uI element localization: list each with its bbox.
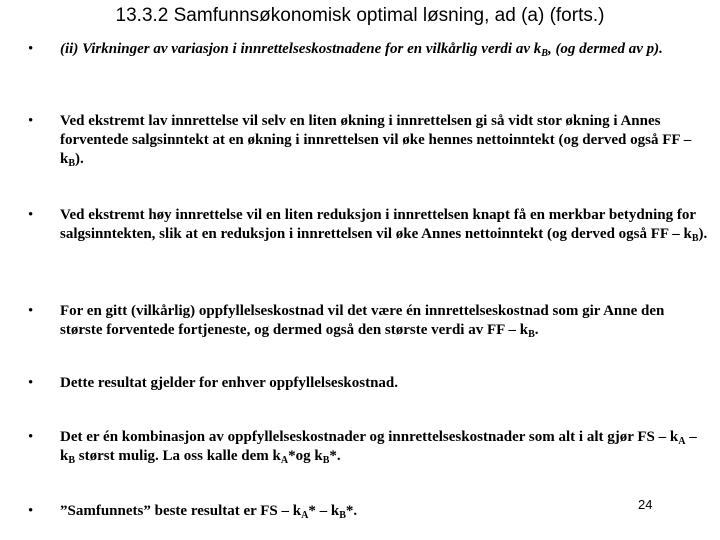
bullet-text: Ved ekstremt høy innrettelse vil en liten reduksjon i innrettelsen knapt få en merkbar betydning for salgsinntekten, slik at en reduksjon i innrettelsen vil øke Annes nettoinntekt (og derved også FF – $k_B$).: [60, 207, 708, 244]
bullet-dot: •: [28, 207, 34, 223]
page-number: 24: [638, 497, 653, 512]
bullet-dot: •: [28, 303, 34, 319]
bullet-item: [28, 302, 708, 340]
bullet-text: ”Samfunnets” beste resultat er FS – $k_A* - k_B*$.: [60, 503, 358, 521]
bullet-text: For en gitt (vilkårlig) oppfyllelseskostnad vil det være én innrettelseskostnad som gir Anne den største forventede fortjeneste, og dermed også den største verdi av FF – $k_B$.: [60, 303, 665, 340]
bullet-item: [28, 374, 708, 393]
bullet-item: [28, 112, 708, 169]
bullet-dot: •: [28, 375, 34, 391]
bullet-dot: •: [28, 429, 34, 445]
bullet-text: Det er én kombinasjon av oppfyllelseskostnader og innrettelseskostnader som alt i alt gjør FS – $k_A - k_B$ størst mulig. La oss kalle dem $k_A*og$ $k_B*$.: [60, 429, 697, 466]
bullet-text: (ii) Virkninger av variasjon i innrettelseskostnadene for en vilkårlig verdi av $k_B$, (og dermed av p).: [60, 41, 663, 59]
slide-title: 13.3.2 Samfunnsøkonomisk optimal løsning, ad (a) (forts.): [115, 5, 605, 26]
bullet-text: Ved ekstremt lav innrettelse vil selv en liten økning i innrettelsen gi så vidt stor økning i Annes forventede salgsinntekt at en økning i innrettelsen vil øke hennes nettoinntekt (og derved også FF – $k_B$).: [60, 113, 692, 169]
bullet-dot: •: [28, 113, 34, 129]
bullet-item: [28, 428, 708, 466]
bullet-dot: •: [28, 503, 34, 519]
bullet-dot: •: [28, 41, 34, 57]
bullet-item: [28, 40, 708, 59]
bullet-item: [28, 206, 708, 244]
bullet-item: [28, 502, 708, 521]
bullet-text: Dette resultat gjelder for enhver oppfyllelseskostnad.: [60, 375, 399, 391]
